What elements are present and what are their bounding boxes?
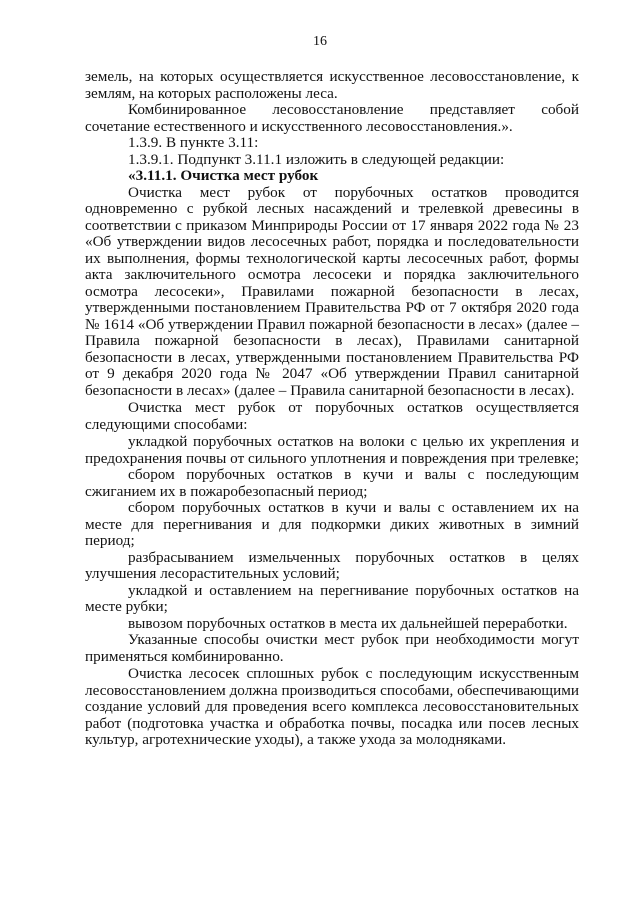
paragraph: Комбинированное лесовосстановление представляет собой сочетание естественного и искусственного лесовосстановления.».: [85, 101, 579, 135]
list-item: вывозом порубочных остатков в места их дальнейшей переработки.: [128, 614, 568, 632]
list-item: разбрасыванием измельченных порубочных остатков в целях улучшения лесорастительных условий;: [85, 548, 579, 582]
page-number: 16: [313, 34, 327, 49]
paragraph: Указанные способы очистки мест рубок при необходимости могут применяться комбинированно.: [85, 631, 579, 665]
list-item: сбором порубочных остатков в кучи и валы с оставлением их на месте для перегнивания и для подкормки диких животных в зимний период;: [85, 499, 579, 549]
paragraph: земель, на которых осуществляется искусственное лесовосстановление, к землям, на которых расположены леса.: [85, 68, 579, 102]
list-item: укладкой и оставлением на перегнивание порубочных остатков на месте рубки;: [85, 581, 579, 615]
list-item: укладкой порубочных остатков на волоки с целью их укрепления и предохранения почвы от сильного уплотнения и повреждения при трелевке;: [85, 433, 579, 467]
paragraph: 1.3.9.1. Подпункт 3.11.1 изложить в следующей редакции:: [128, 150, 505, 168]
list-item: сбором порубочных остатков в кучи и валы с последующим сжиганием их в пожаробезопасный период;: [85, 466, 579, 500]
paragraph: 1.3.9. В пункте 3.11:: [128, 134, 259, 151]
paragraph: Очистка лесосек сплошных рубок с последующим искусственным лесовосстановлением должна производиться способами, обеспечивающими создание условий для проведения всего комплекса лесовосстановительных работ (подготовка участка и обработка почвы, посадка или посев лесных культур, агротехнические уходы), а также ухода за молодняками.: [85, 665, 579, 748]
document-body: [85, 69, 579, 749]
paragraph: Очистка мест рубок от порубочных остатков проводится одновременно с рубкой лесных насаждений и трелевкой древесины в соответствии с приказом Минприроды России от 17 января 2022 года № 23 «Об утверждении видов лесосечных работ, порядка и последовательности их выполнения, формы технологической карты лесосечных работ, формы акта заключительного осмотра лесосеки и порядка заключительного осмотра лесосеки», Правилами пожарной безопасности в лесах, утвержденными постановлением Правительства РФ от 7 октября 2020 года № 1614 «Об утверждении Правил пожарной безопасности в лесах» (далее – Правила пожарной безопасности в лесах), Правилами санитарной безопасности в лесах, утвержденными постановлением Правительства РФ от 9 декабря 2020 года № 2047 «Об утверждении Правил санитарной безопасности в лесах» (далее – Правила санитарной безопасности в лесах).: [85, 183, 579, 399]
section-heading: «3.11.1. Очистка мест рубок: [128, 167, 319, 184]
paragraph: Очистка мест рубок от порубочных остатков осуществляется следующими способами:: [85, 399, 579, 433]
